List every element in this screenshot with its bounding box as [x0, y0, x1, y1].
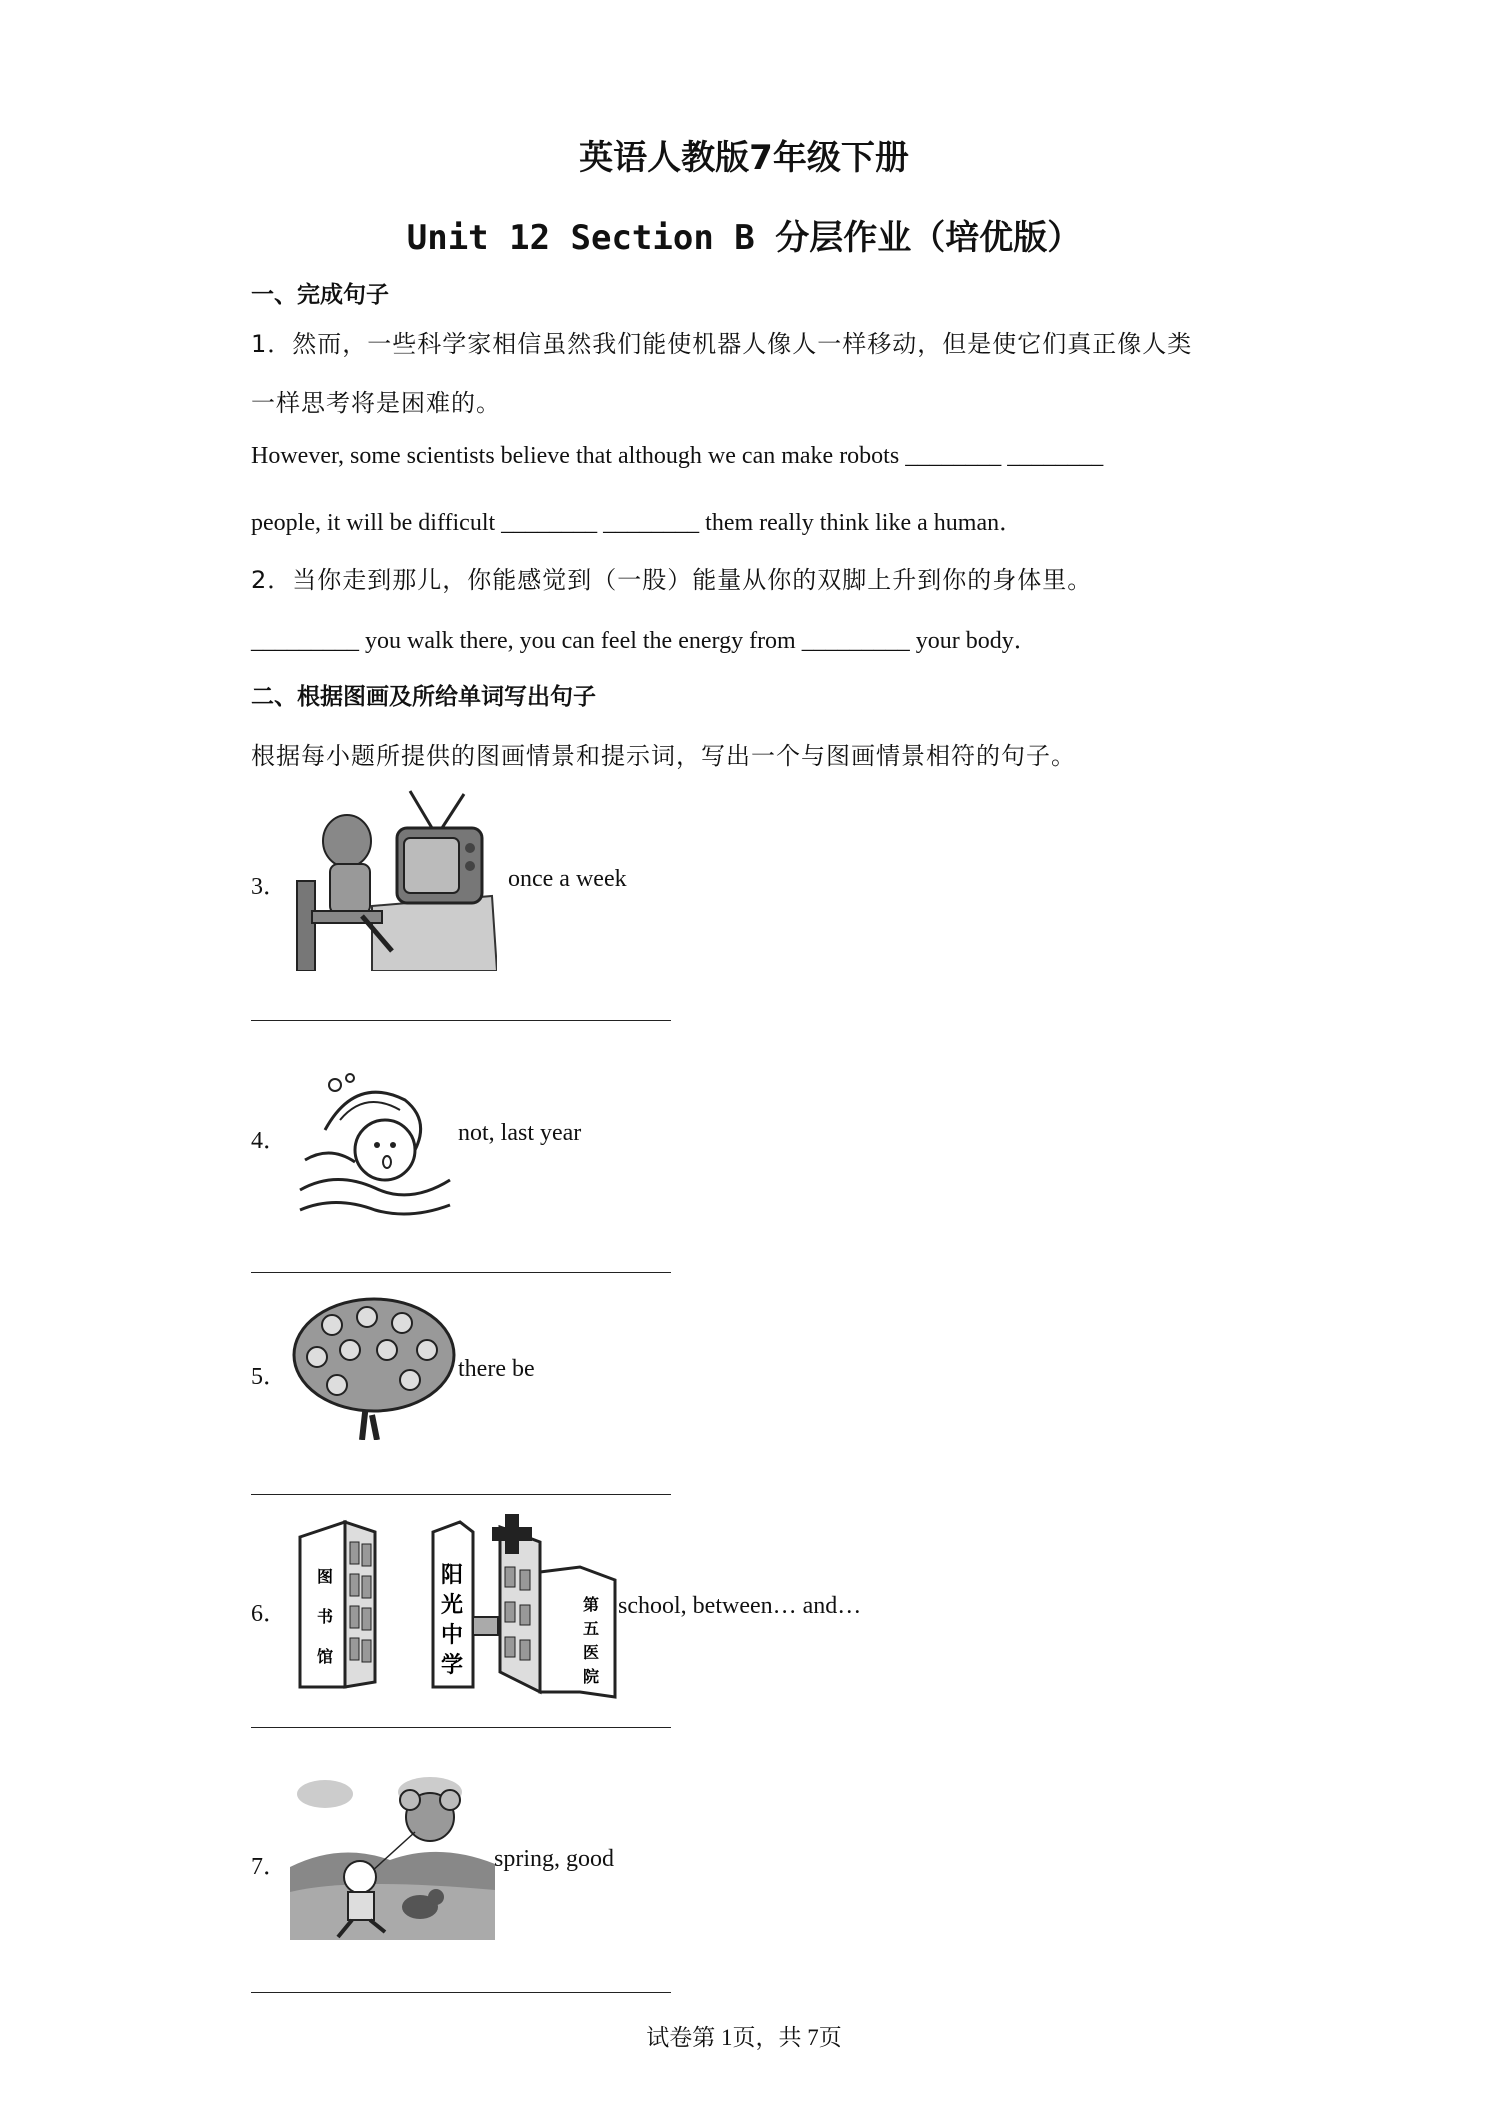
item-3-answer-line[interactable]	[251, 1020, 671, 1021]
q2-chinese: 2．当你走到那儿，你能感觉到（一股）能量从你的双脚上升到你的身体里。	[251, 566, 1093, 594]
school-label-2: 光	[441, 1593, 464, 1618]
q1-chinese-line-2: 一样思考将是困难的。	[251, 389, 501, 417]
item-4-answer-line[interactable]	[251, 1272, 671, 1273]
item-6-answer-line[interactable]	[251, 1727, 671, 1728]
q2-english: _________ you walk there, you can feel the energy from _________ your body．	[251, 628, 1038, 654]
item-5-hint: there be	[458, 1356, 535, 1382]
item-4-hint: not, last year	[458, 1120, 582, 1146]
item-7-answer-line[interactable]	[251, 1992, 671, 1993]
document-subtitle: Unit 12 Section B 分层作业（培优版）	[406, 218, 1082, 258]
buildings-icon	[295, 1512, 620, 1702]
item-3-number: 3．	[251, 874, 287, 900]
school-label-4: 学	[441, 1653, 464, 1678]
swimming-icon	[295, 1070, 455, 1220]
kite-flying-icon	[290, 1772, 495, 1940]
item-7-number: 7．	[251, 1854, 287, 1880]
hospital-label-1: 第	[583, 1595, 600, 1614]
hospital-label-4: 院	[583, 1667, 600, 1686]
library-label-2: 书	[317, 1607, 334, 1626]
tv-watching-icon	[292, 786, 497, 971]
part2-instruction: 根据每小题所提供的图画情景和提示词，写出一个与图画情景相符的句子。	[251, 742, 1076, 770]
item-4-number: 4．	[251, 1128, 287, 1154]
item-6-number: 6．	[251, 1601, 287, 1627]
apple-tree-icon	[292, 1295, 460, 1440]
hospital-label-2: 五	[583, 1619, 600, 1638]
q1-chinese-line-1: 1．然而，一些科学家相信虽然我们能使机器人像人一样移动，但是使它们真正像人类	[251, 330, 1193, 358]
section-heading-1: 一、完成句子	[251, 282, 389, 308]
document-title: 英语人教版7年级下册	[579, 138, 909, 178]
item-5-answer-line[interactable]	[251, 1494, 671, 1495]
library-label-1: 图	[317, 1567, 334, 1586]
item-3-hint: once a week	[508, 866, 627, 892]
item-6-hint: school, between… and…	[618, 1593, 862, 1619]
school-label-1: 阳	[441, 1563, 464, 1588]
item-7-hint: spring, good	[494, 1846, 614, 1872]
q1-english-line-1: However, some scientists believe that although we can make robots ________ ________	[251, 443, 1104, 469]
school-label-3: 中	[441, 1623, 464, 1648]
hospital-label-3: 医	[583, 1643, 600, 1662]
q1-english-line-2: people, it will be difficult ________ ________ them really think like a human．	[251, 510, 1024, 536]
page-footer: 试卷第 1页，共 7页	[646, 2025, 842, 2050]
item-5-number: 5．	[251, 1364, 287, 1390]
section-heading-2: 二、根据图画及所给单词写出句子	[251, 684, 596, 710]
library-label-3: 馆	[317, 1647, 334, 1666]
